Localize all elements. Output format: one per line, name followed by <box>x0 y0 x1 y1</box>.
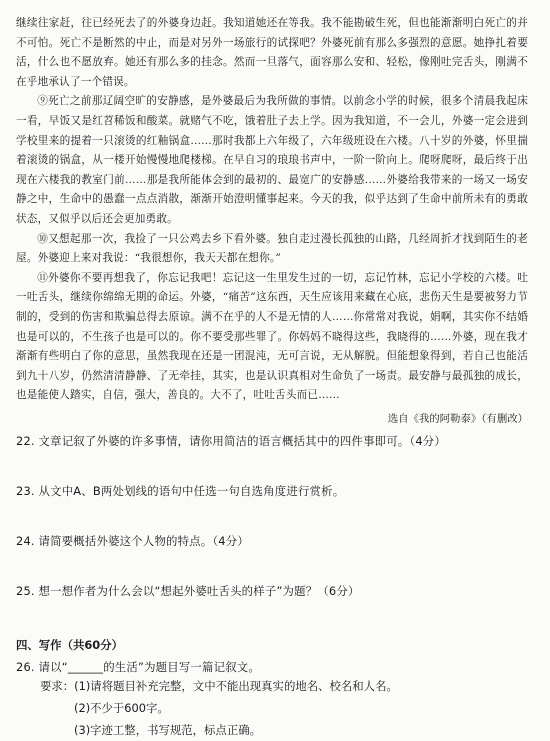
passage-paragraph-9: ⑨死亡之前那辽阔空旷的安静感，是外婆最后为我所做的事情。以前念小学的时候，很多个清晨我起床一看，早饭又是红苕稀饭和酸菜。就赌气不吃，饿着肚子去上学。因为我知道，不一会儿，外婆一定会进到学校里来的提着一只滚烫的红釉锅盒……那时我都上六年级了，六年级班设在六楼。八十岁的外婆，怀里揣着滚烫的锅盒，从一楼开始慢慢地爬楼梯。在早自习的琅琅书声中，一阶一阶向上。爬呀爬呀，最后终于出现在六楼我的教室门前……那是我所能体会到的最初的、最宽广的安静感……外婆给我带来的一场又一场安静之中，生命中的愚蠢一点点消散，渐渐开始澄明懂事起来。今天的我，似乎达到了生命中前所未有的勇敢状态，又似乎以后还会更加勇敢。 <box>16 95 528 225</box>
requirement-3: (3)字迹工整，书写规范，标点正确。 <box>74 722 261 737</box>
question-22: 22. 文章记叙了外婆的许多事情，请你用简洁的语言概括其中的四件事即可。（4分） <box>16 433 446 448</box>
question-26: 26. 请以“______的生活”为题目写一篇记叙文。 <box>16 659 260 674</box>
requirement-1: 要求：(1)请将题目补充完整，文中不能出现真实的地名、校名和人名。 <box>40 678 398 693</box>
question-23: 23. 从文中A、B两处划线的语句中任选一句自选角度进行赏析。 <box>16 483 345 498</box>
passage-paragraph-10: ⑩又想起那一次，我捡了一只公鸡去乡下看外婆。独自走过漫长孤独的山路，几经周折才找到陌生的老屋。外婆迎上来对我说：“我很想你，我天天都在想你。” <box>16 232 528 265</box>
writing-section-heading: 四、写作（共60分） <box>16 637 123 652</box>
passage-source: 选自《我的阿勒泰》（有删改） <box>387 412 528 425</box>
question-25: 25. 想一想作者为什么会以“想起外婆吐舌头的样子”为题？（6分） <box>16 583 360 598</box>
passage-paragraph-11: ⑪外婆你不要再想我了，你忘记我吧！忘记这一生里发生过的一切，忘记竹林，忘记小学校的六楼。吐一吐舌头，继续你绵绵无期的命运。外婆，“痛苦”这东西，天生应该用来藏在心底，悲伤天生是要被努力节制的，受到的伤害和欺骗总得去原谅。满不在乎的人不是无情的人……你常常对我说，娟啊，其实你不结婚也是可以的，不生孩子也是可以的。你不要受那些罪了。你妈妈不晓得这些，我晓得的……外婆，现在我才渐渐有些明白了你的意思，虽然我现在还是一团混沌，无可言说，无从解脱。但能想象得到，若自己也能活到九十八岁，仍然清清静静、了无牵挂，其实，也是认识真相对生命负了一场责。最安静与最孤独的成长，也是能使人踏实，自信，强大，善良的。大不了，吐吐舌头而已…… <box>16 271 528 402</box>
requirement-2: (2)不少于600字。 <box>74 700 169 715</box>
passage-paragraph-1: 继续往家赶，往已经死去了的外婆身边赶。我知道她还在等我。我不能勘破生死，但也能渐渐明白死亡的并不可怕。死亡不是断然的中止，而是对另外一场旅行的试探吧？外婆死前有那么多强烈的意愿。她挣扎着要活，什么也不愿放弃。她还有那么多的挂念。然而一旦落气，面容那么安和、轻松，像刚吐完舌头，刚满不在乎地承认了一个错误。 <box>16 17 528 88</box>
question-24: 24. 请简要概括外婆这个人物的特点。（4分） <box>16 533 249 548</box>
